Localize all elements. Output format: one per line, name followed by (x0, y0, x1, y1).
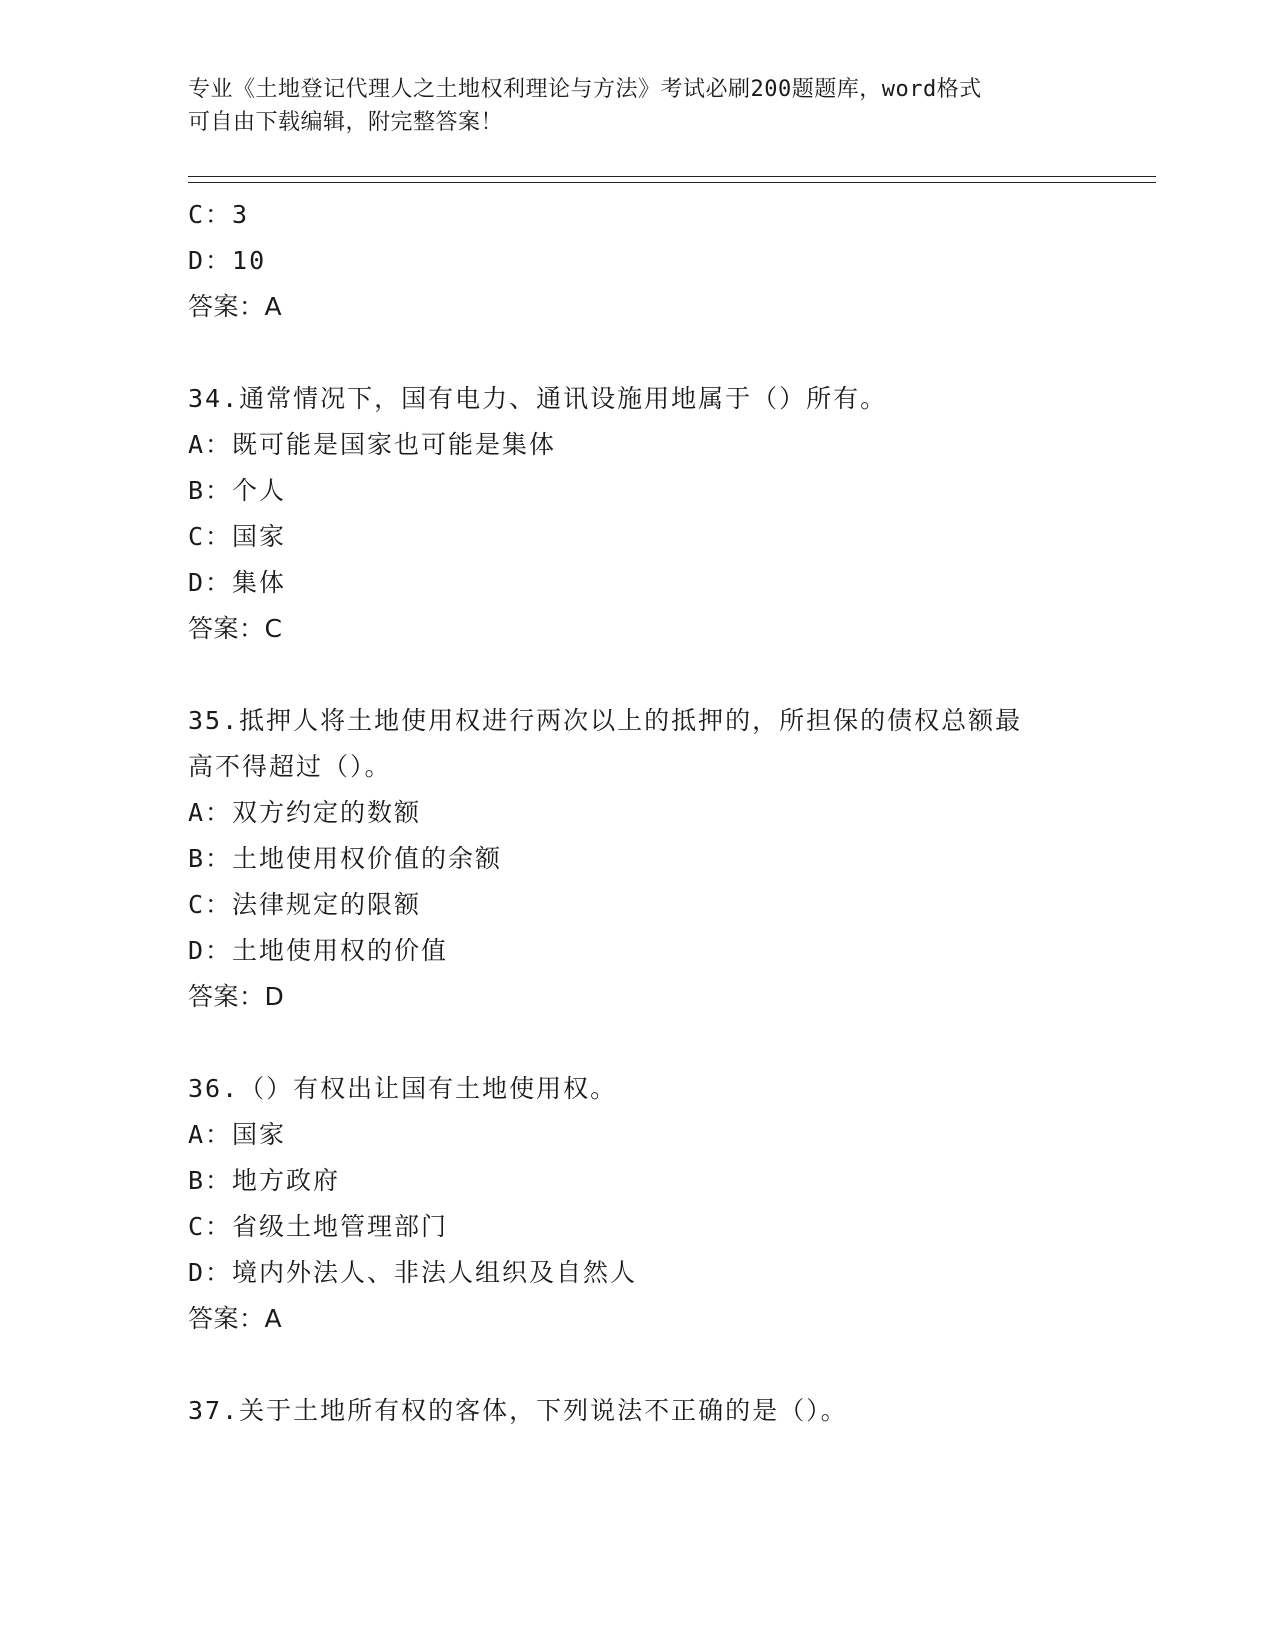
option-a: A：国家 (188, 1120, 287, 1149)
answer: 答案：C (188, 614, 283, 643)
option-c: C：省级土地管理部门 (188, 1212, 449, 1241)
question-stem: 36.（）有权出让国有土地使用权。 (188, 1074, 618, 1103)
option-c: C：国家 (188, 522, 287, 551)
header-rule-top (188, 176, 1156, 177)
option-b: B：地方政府 (188, 1166, 341, 1195)
option-b: B：土地使用权价值的余额 (188, 844, 503, 873)
question-stem-line-1: 35.抵押人将土地使用权进行两次以上的抵押的，所担保的债权总额最 (188, 706, 1023, 735)
option-d: D：集体 (188, 568, 287, 597)
answer: 答案：D (188, 982, 285, 1011)
spacer (188, 1342, 1088, 1388)
option-b: B：个人 (188, 476, 287, 505)
answer: 答案：A (188, 292, 283, 321)
header-rule-bottom (188, 182, 1156, 183)
option-c: C：3 (188, 200, 250, 229)
header-line-2: 可自由下载编辑，附完整答案！ (188, 110, 504, 135)
question-stem: 34.通常情况下，国有电力、通讯设施用地属于（）所有。 (188, 384, 888, 413)
question-stem-line-2: 高不得超过（）。 (188, 752, 392, 781)
spacer (188, 1020, 1088, 1066)
document-header (188, 73, 1088, 139)
option-d: D：土地使用权的价值 (188, 936, 449, 965)
spacer (188, 330, 1088, 376)
option-a: A：双方约定的数额 (188, 798, 422, 827)
option-d: D：10 (188, 246, 267, 275)
option-c: C：法律规定的限额 (188, 890, 422, 919)
header-line-1: 专业《土地登记代理人之土地权利理论与方法》考试必刷200题题库，word格式 (188, 77, 982, 102)
option-d: D：境内外法人、非法人组织及自然人 (188, 1258, 638, 1287)
spacer (188, 652, 1088, 698)
answer: 答案：A (188, 1304, 283, 1333)
document-body (188, 192, 1088, 1434)
option-a: A：既可能是国家也可能是集体 (188, 430, 557, 459)
question-stem: 37.关于土地所有权的客体，下列说法不正确的是（）。 (188, 1396, 848, 1425)
